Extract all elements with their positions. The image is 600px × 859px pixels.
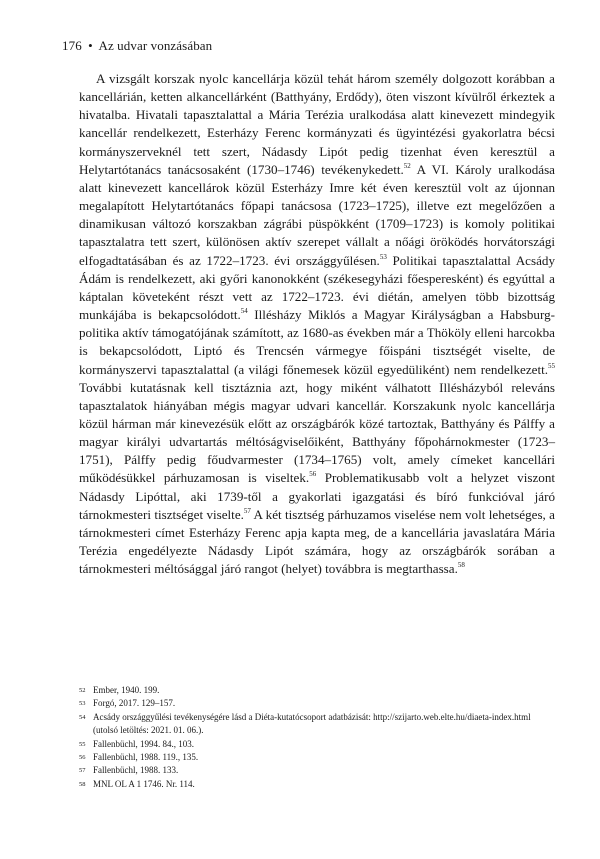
footnote-ref[interactable]: 58 [457,561,465,570]
footnote-number: 57 [79,767,86,775]
footnote [79,697,549,710]
footnotes [79,684,549,791]
text-run: A két tisztség párhuzamos viselése nem volt lehetséges, a tárnokmesteri címet Esterházy Ferenc apja kapta meg, de a kancellária javaslatára Mária Terézia engedélyezte Nádasdy Lipót számára, hogy az országbárók sorában a tárnokmesteri méltósággal járó rangot (helyet) továbbra is megtarthassa. [79,506,555,577]
running-header [62,38,212,54]
footnote-ref[interactable]: 56 [309,470,317,479]
footnote-text: MNL OL A 1 1746. Nr. 114. [93,778,195,789]
footnote-number: 58 [79,780,86,788]
text-run: Problematikusabb volt a helyzet viszont Nádasdy Lipóttal, aki 1739-től a gyakorlati igazgatási és bíró funkcióval járó tárnokmesteri tisztséget viselte. [79,470,556,522]
main-text [79,70,555,578]
footnote [79,778,549,791]
text-run: Illésházy Miklós a Magyar Királyságban a Habsburg-politika aktív támogatójának számított, az 1680-as években már a Thököly elleni harcokba is bekapcsolódott, Liptó és Trencsén vármegye főispáni tisztségét viselte, de kormányszervi tapasztalattal (a világi főnemesek közül egyedüliként) nem rendelkezett. [79,307,555,377]
footnote-number: 55 [79,740,86,748]
footnote-number: 52 [79,687,86,694]
footnote-text: Fallenbüchl, 1988. 119., 135. [93,752,199,763]
footnote [79,684,549,697]
footnote [79,751,549,764]
text-run: További kutatásnak kell tisztáznia azt, hogy miként válhatott Illésházyból releváns tapasztalatok hiányában mégis magyar udvari kancellár. Korszakunk nyolc kancellárja közül hárman már kinevezésük előtt az országbárók közé tartoztak, Batthyány és Pálffy a magyar királyi udvartartás méltóságviselőiként, Batthyány főpohárnokmester (1723–1751), Pálffy pedig főudvarmester (1734–1765) volt, amely címeket kancellári működésükkel párhuzamosan is viseltek. [79,379,555,486]
text-run: Politikai tapasztalattal Acsády Ádám is rendelkezett, aki győri kanonokként (székesegyházi főesperesként) és egyúttal a káptalan követeként részt vett az 1722–1723. évi diétán, amelyen több bizottság munkájába is bekapcsolódott. [79,252,555,323]
footnote-text: Forgó, 2017. 129–157. [93,698,176,709]
footnote [79,738,549,751]
footnote-number: 56 [79,754,86,762]
footnote-ref[interactable]: 53 [379,252,387,261]
text-run: A VI. Károly uralkodása alatt kinevezett kancellárok közül Esterházy Imre két éven keresztül volt az újonnan megalapított Helytartótanács főpapi tanácsosa (1723–1725), illetve ezt megelőzően a dinamikusan változó korszakban zágrábi püspökként (1709–1723) is komoly politikai tapasztalatra tett szert, különösen aktív szerepet vállalt a nőági öröködés horvátországi elfogadtatásában és az 1722–1723. évi országgyűlésen. [79,161,555,268]
footnote-text: Ember, 1940. 199. [93,685,160,695]
body-paragraph [79,70,555,578]
footnote-ref[interactable]: 55 [548,361,555,370]
header-separator: • [88,38,93,53]
footnote-number: 54 [79,713,86,721]
footnote-ref[interactable]: 54 [240,307,248,316]
running-title: Az udvar vonzásában [98,38,213,53]
footnote [79,711,549,738]
footnote-text[interactable]: Acsády országgyűlési tevékenységére lásd a Diéta-kutatócsoport adatbázisát: http://szijarto.web.elte.hu/diaeta-index.html (utolsó letöltés: 2021. 01. 06.). [93,711,531,736]
footnote-text: Fallenbüchl, 1994. 84., 103. [93,738,194,749]
footnote-number: 53 [79,700,86,708]
page-number: 176 [62,38,82,53]
footnote [79,764,549,777]
text-run: A vizsgált korszak nyolc kancellárja közül tehát három személy dolgozott korábban a kancellárián, ketten alkancellárként (Batthyány, Erdődy), öten viszont kívülről érkeztek a hivatalba. Hivatali tapasztalattal a Mária Terézia uralkodása alatt kinevezett mindegyik kancellár rendelkezett, Esterházy Ferenc kormányzati és ügyintézési gyakorlatra bécsi kormányszerveknél tett szert, Nádasdy Lipót pedig tizenhat éven keresztül a Helytartótanács tanácsosaként (1730–1746) tevékenykedett. [79,71,555,177]
footnote-ref[interactable]: 52 [403,161,411,170]
footnote-ref[interactable]: 57 [243,506,251,515]
footnote-text: Fallenbüchl, 1988. 133. [93,765,179,776]
